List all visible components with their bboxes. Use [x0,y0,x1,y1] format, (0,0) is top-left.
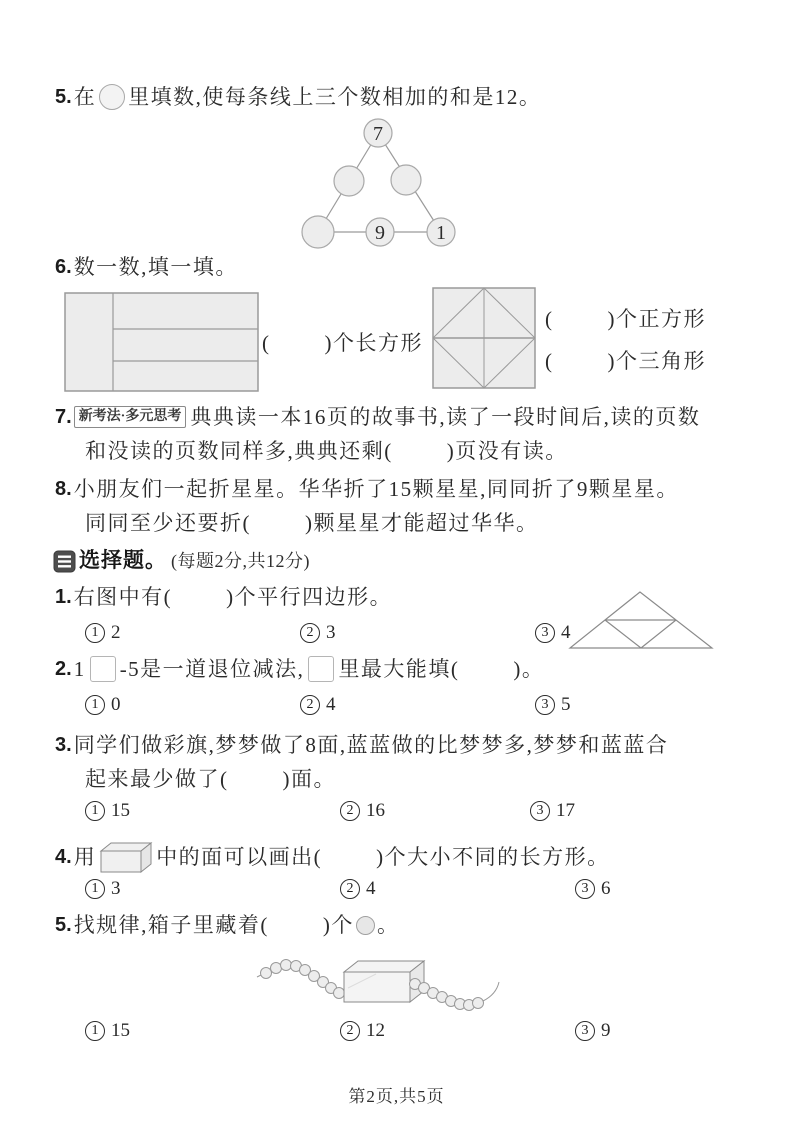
cq4-number: 4. [55,846,72,868]
cq2-option-2: 2 4 [300,694,336,716]
cq5-option-3: 3 9 [575,1020,611,1042]
q5-text-before: 在 [73,85,97,109]
choice-q5-line: 5. 找规律,箱子里藏着( )个 。 [55,913,400,937]
cq3-option-3: 3 17 [530,800,575,822]
choice-q2-line: 2. 1 -5是一道退位减法, 里最大能填( )。 [55,657,545,681]
q6-text: 数一数,填一填。 [73,255,238,279]
choice-q1-line [55,584,392,610]
q7-text1: 典典读一本16页的故事书,读了一段时间后,读的页数 [190,405,701,429]
divided-square-figure [432,287,537,390]
right-beads [410,979,484,1011]
choice-section-header [50,548,310,574]
cq3-number: 3. [55,734,72,756]
cq1-number: 1. [55,586,72,608]
blank-circle [99,84,125,110]
fill-q6-line [55,254,238,280]
q7-text2: 和没读的页数同样多,典典还剩( )页没有读。 [85,439,568,463]
q6-number: 6. [55,256,72,278]
q8-text1: 小朋友们一起折星星。华华折了15颗星星,同同折了9颗星星。 [73,477,679,501]
cq3-options [85,800,765,826]
cq4-options [85,878,765,904]
cq5-option-2: 2 12 [340,1020,385,1042]
fill-q8-line2 [85,510,539,536]
q8-number: 8. [55,478,72,500]
q5-text-after: 里填数,使每条线上三个数相加的和是12。 [128,85,542,109]
cq2-options [85,694,765,720]
fill-q5-line [55,84,541,110]
fill-q7-line1 [55,404,700,430]
q5-number: 5. [55,86,72,108]
cq2-option-3: 3 5 [535,694,571,716]
node-bottom-right: 1 [436,222,446,244]
bead-icon [356,916,375,935]
cq4-option-3: 3 6 [575,878,611,900]
cq2-option-1: 1 0 [85,694,121,716]
cq1-option-1: 1 2 [85,622,121,644]
choice-q3-line1: 3. 同学们做彩旗,梦梦做了8面,蓝蓝做的比梦梦多,梦梦和蓝蓝合 [55,733,669,757]
cq5-number: 5. [55,914,72,936]
cq3-option-2: 2 16 [340,800,385,822]
cq1-options [85,622,765,648]
triangle-sum-figure [295,110,465,255]
node-bottom-mid: 9 [375,222,385,244]
cq3-option-1: 1 15 [85,800,130,822]
section-title: 选择题。 [79,549,167,572]
cq5-options [85,1020,765,1046]
cq1-option-2: 2 3 [300,622,336,644]
square-count-label: ( )个正方形 [545,307,706,331]
triangle-count-label: ( )个三角形 [545,349,706,373]
q7-number: 7. [55,406,72,428]
left-beads [261,960,345,999]
cq2-number: 2. [55,658,72,680]
divided-rectangle-figure [64,292,259,392]
cq5-option-1: 1 15 [85,1020,130,1042]
q8-text2: 同同至少还要折( )颗星星才能超过华华。 [85,511,539,535]
fill-q7-line2 [85,438,568,464]
cq1-option-3: 3 4 [535,622,571,644]
cq4-option-1: 1 3 [85,878,121,900]
page-footer: 第2页,共5页 [348,1087,445,1106]
cuboid-icon [99,840,153,874]
new-method-badge: 新考法·多元思考 [74,406,187,428]
section-meta: (每题2分,共12分) [171,551,310,571]
blank-box [90,656,116,682]
choice-q4-line: 4. 用 中的面可以画出( )个大小不同的长方形。 [55,840,610,874]
node-top: 7 [373,123,383,145]
fill-q8-line1 [55,476,679,502]
choice-q3-line2: 起来最少做了( )面。 [85,767,336,791]
cq1-text: 右图中有( )个平行四边形。 [73,585,393,609]
list-icon [53,550,76,573]
blank-box [308,656,334,682]
bead-chain-box-figure [252,948,507,1020]
rect-count-label: ( )个长方形 [262,331,423,355]
cq4-option-2: 2 4 [340,878,376,900]
